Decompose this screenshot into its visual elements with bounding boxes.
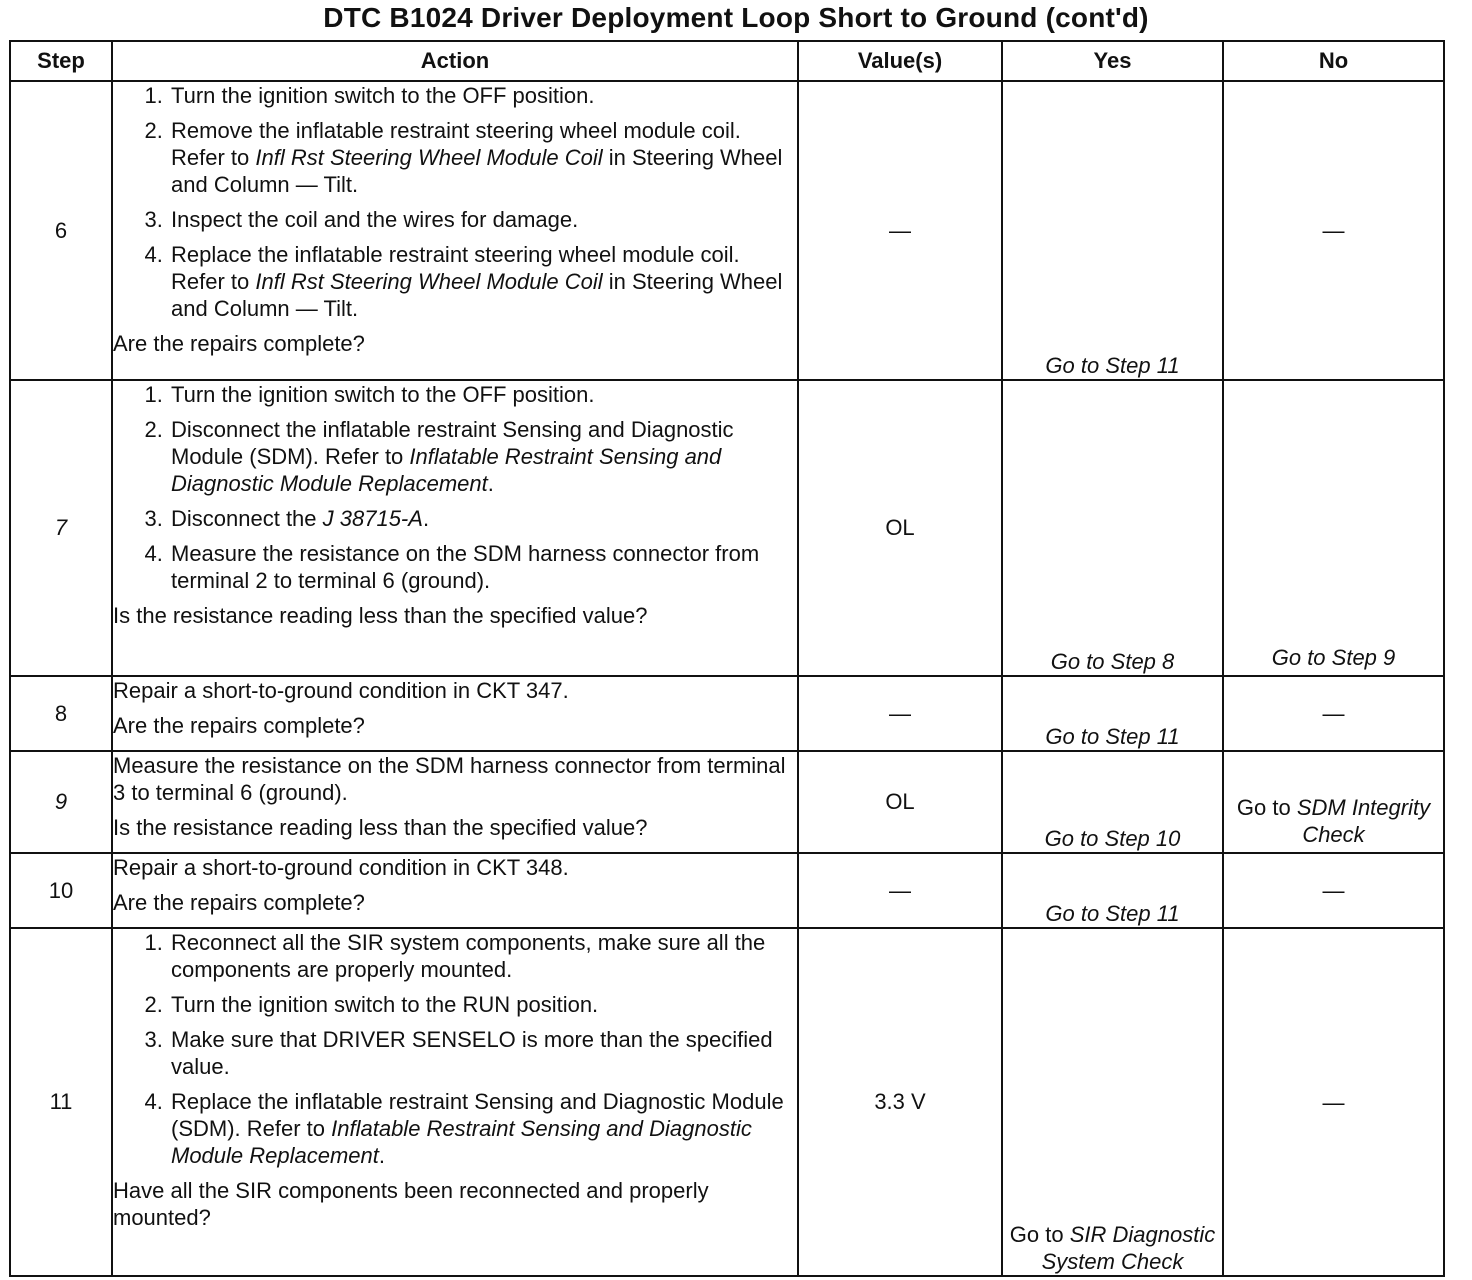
step-number: 11 (10, 928, 112, 1276)
action-cell (112, 81, 798, 380)
header-yes: Yes (1002, 41, 1223, 81)
value-cell: — (798, 81, 1002, 380)
no-result: — (1223, 853, 1444, 928)
action-question: Is the resistance reading less than the specified value? (113, 603, 648, 628)
action-item: 3. Make sure that DRIVER SENSELO is more than the specified value. (169, 1026, 797, 1080)
value-cell: 3.3 V (798, 928, 1002, 1276)
yes-result: Go to Step 10 (1002, 751, 1223, 853)
table-row (10, 751, 1444, 853)
action-text: Measure the resistance on the SDM harness connector from terminal 3 to terminal 6 (ground). (113, 753, 786, 805)
diagnostic-table (9, 40, 1445, 1277)
action-question: Are the repairs complete? (113, 713, 365, 738)
value-cell: — (798, 676, 1002, 751)
action-list (113, 381, 797, 594)
action-item: 1. Reconnect all the SIR system components, make sure all the components are properly mounted. (169, 929, 797, 983)
table-row (10, 853, 1444, 928)
no-result: Go to Step 9 (1223, 380, 1444, 676)
action-item: 3. Disconnect the J 38715-A. (169, 505, 797, 532)
step-number: 10 (10, 853, 112, 928)
action-item: 4. Measure the resistance on the SDM harness connector from terminal 2 to terminal 6 (ground). (169, 540, 797, 594)
action-item: 1. Turn the ignition switch to the OFF position. (169, 82, 797, 109)
yes-result: Go to SIR Diagnostic System Check (1002, 928, 1223, 1276)
value-cell: OL (798, 751, 1002, 853)
action-item: 3. Inspect the coil and the wires for damage. (169, 206, 797, 233)
table-row (10, 81, 1444, 380)
table-row (10, 676, 1444, 751)
no-result: — (1223, 676, 1444, 751)
action-cell (112, 928, 798, 1276)
action-list (113, 929, 797, 1169)
yes-result: Go to Step 11 (1002, 81, 1223, 380)
action-item: 2. Remove the inflatable restraint steering wheel module coil. Refer to Infl Rst Steering Wheel Module Coil in Steering Wheel and Column — Tilt. (169, 117, 797, 198)
yes-result: Go to Step 11 (1002, 853, 1223, 928)
yes-result: Go to Step 11 (1002, 676, 1223, 751)
page-title: DTC B1024 Driver Deployment Loop Short to Ground (cont'd) (323, 2, 1149, 33)
action-item: 2. Turn the ignition switch to the RUN position. (169, 991, 797, 1018)
table-row (10, 928, 1444, 1276)
action-question: Is the resistance reading less than the specified value? (113, 815, 648, 840)
no-result: — (1223, 81, 1444, 380)
action-cell (112, 751, 798, 853)
action-item: 1. Turn the ignition switch to the OFF position. (169, 381, 797, 408)
action-question: Have all the SIR components been reconnected and properly mounted? (113, 1178, 709, 1230)
table-header-row (10, 41, 1444, 81)
value-cell: OL (798, 380, 1002, 676)
action-cell (112, 380, 798, 676)
step-number: 9 (10, 751, 112, 853)
action-cell (112, 853, 798, 928)
action-text: Repair a short-to-ground condition in CKT 348. (113, 855, 569, 880)
table-row (10, 380, 1444, 676)
header-step: Step (10, 41, 112, 81)
yes-result: Go to Step 8 (1002, 380, 1223, 676)
step-number: 8 (10, 676, 112, 751)
action-question: Are the repairs complete? (113, 331, 365, 356)
action-item: 4. Replace the inflatable restraint Sensing and Diagnostic Module (SDM). Refer to Inflatable Restraint Sensing and Diagnostic Module Replacement. (169, 1088, 797, 1169)
step-number: 7 (10, 380, 112, 676)
no-result: — (1223, 928, 1444, 1276)
header-values: Value(s) (798, 41, 1002, 81)
action-item: 4. Replace the inflatable restraint steering wheel module coil. Refer to Infl Rst Steering Wheel Module Coil in Steering Wheel and Column — Tilt. (169, 241, 797, 322)
header-action: Action (112, 41, 798, 81)
header-no: No (1223, 41, 1444, 81)
action-item: 2. Disconnect the inflatable restraint Sensing and Diagnostic Module (SDM). Refer to Inflatable Restraint Sensing and Diagnostic Module Replacement. (169, 416, 797, 497)
action-list (113, 82, 797, 322)
step-number: 6 (10, 81, 112, 380)
action-text: Repair a short-to-ground condition in CKT 347. (113, 678, 569, 703)
action-cell (112, 676, 798, 751)
action-question: Are the repairs complete? (113, 890, 365, 915)
no-result: Go to SDM Integrity Check (1223, 751, 1444, 853)
value-cell: — (798, 853, 1002, 928)
